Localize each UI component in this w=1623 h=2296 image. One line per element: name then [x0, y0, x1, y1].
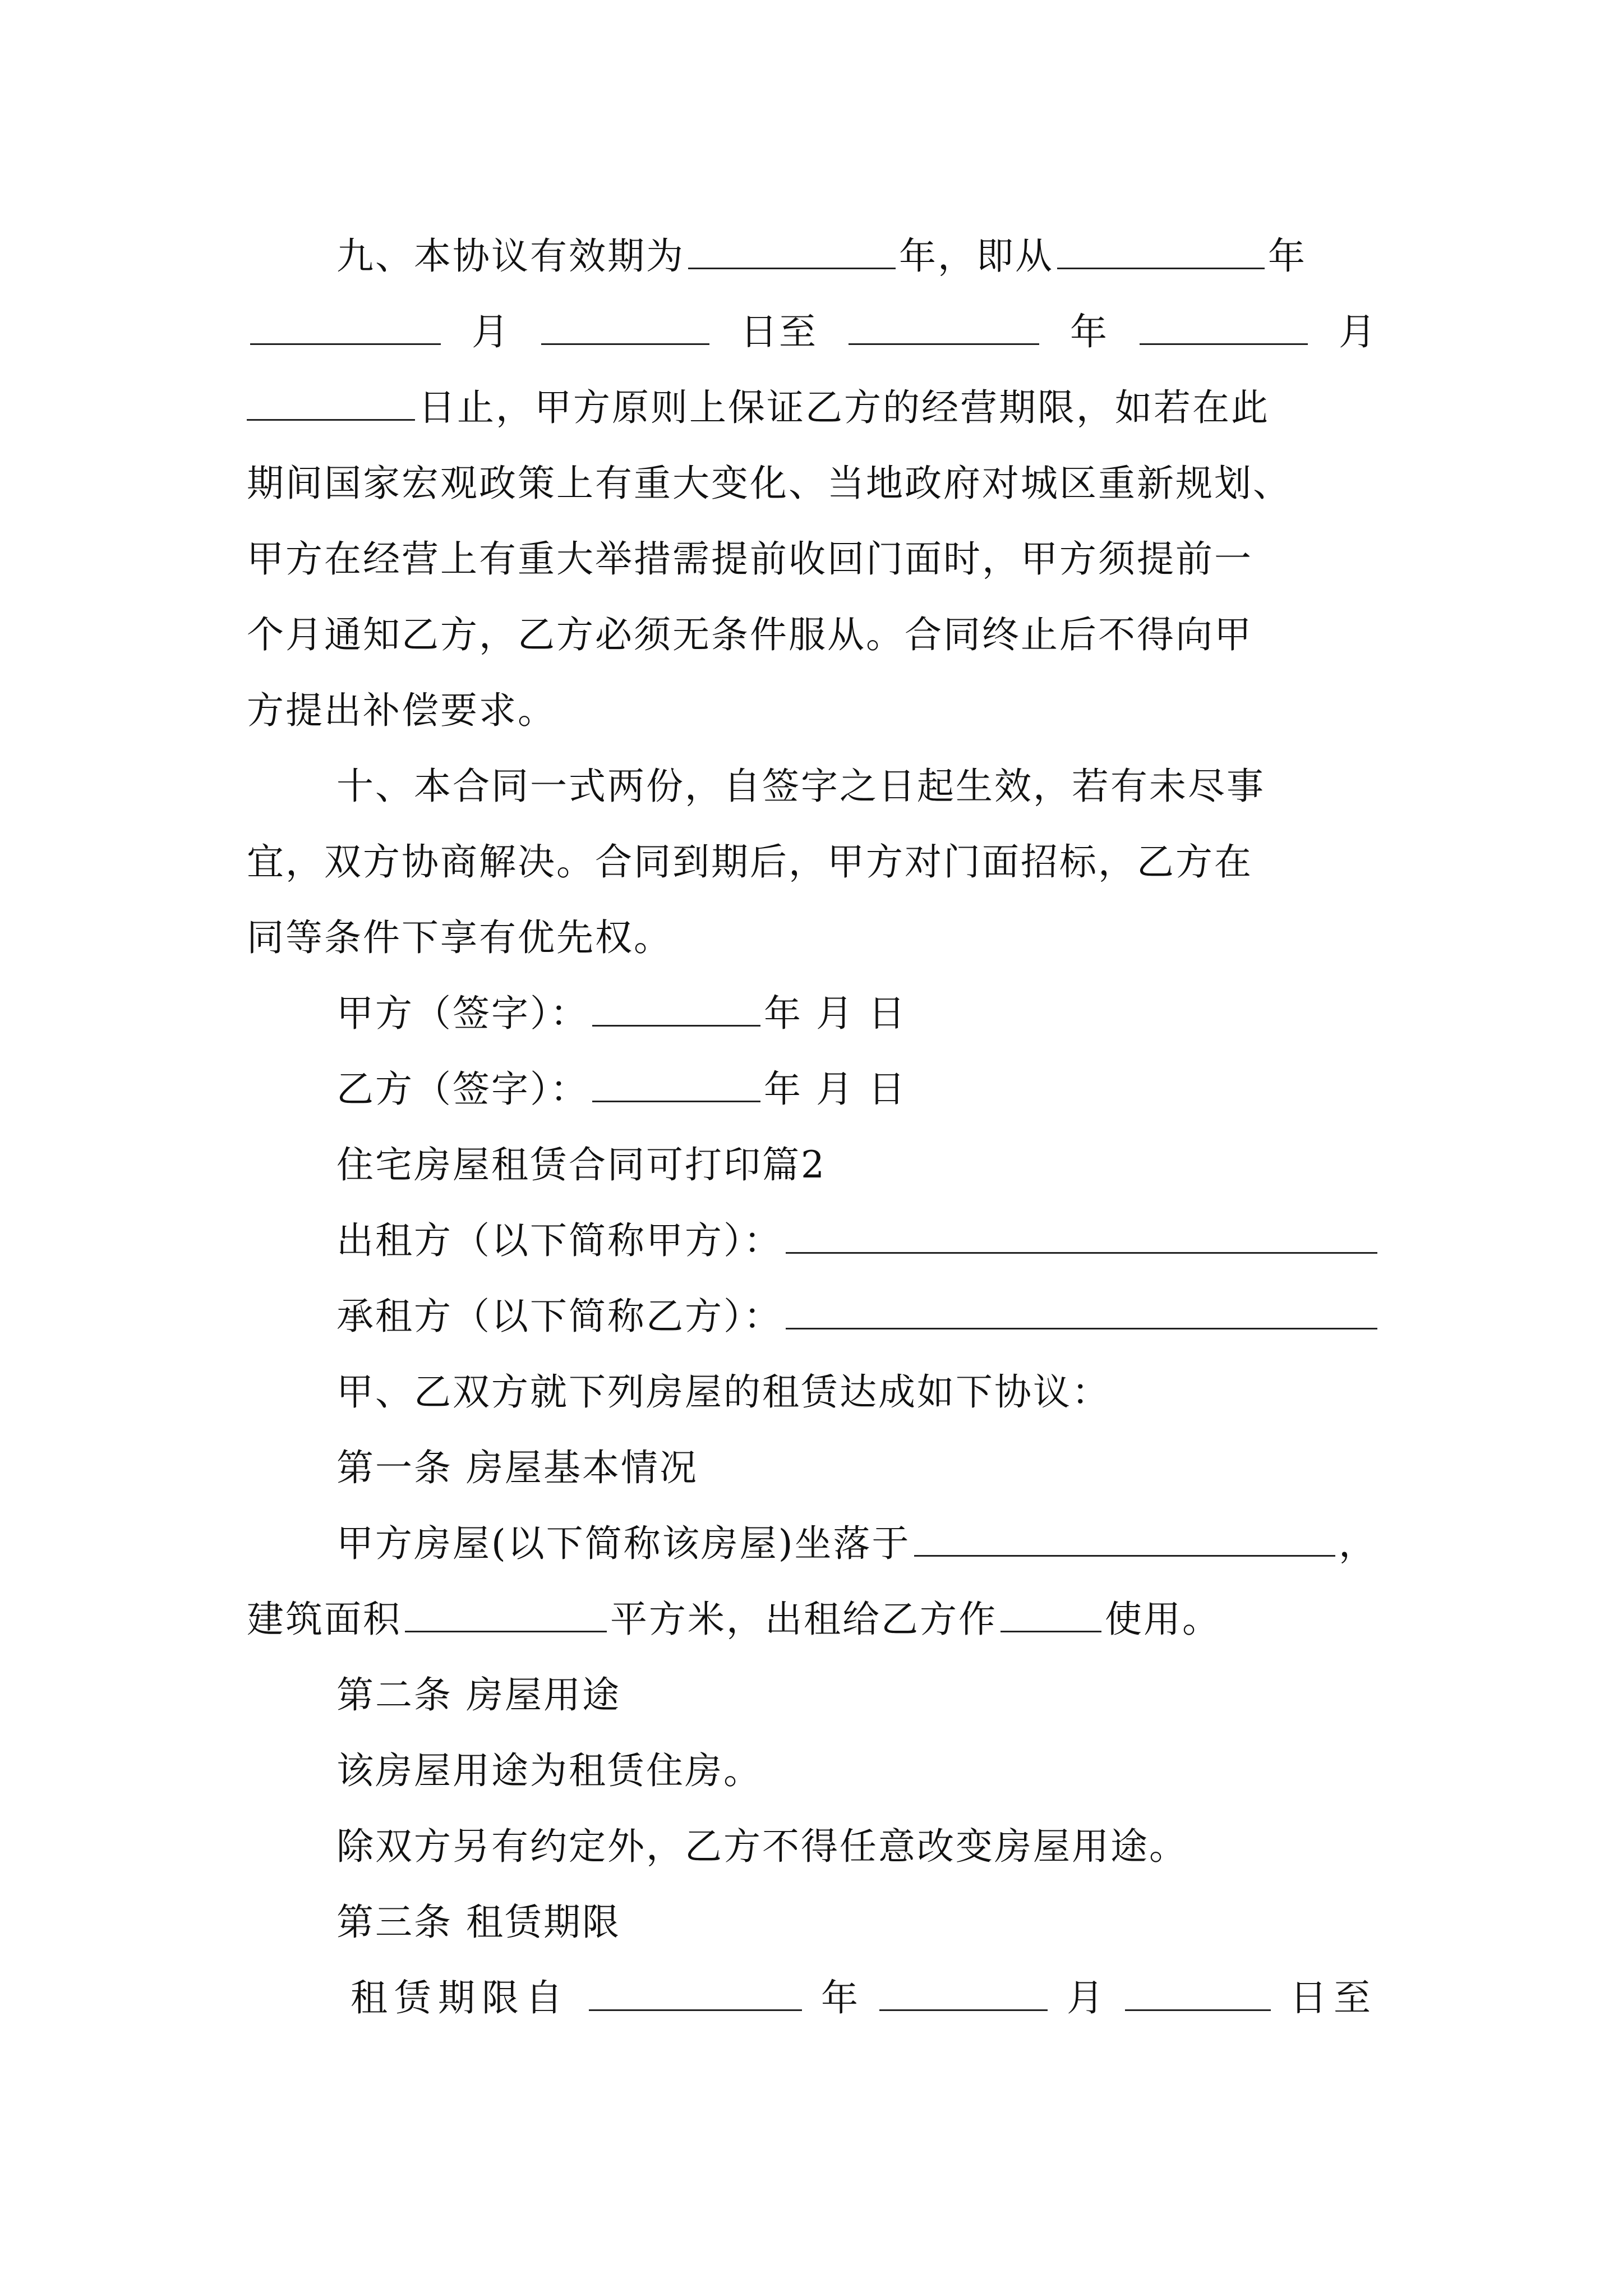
blank-field: [250, 341, 441, 345]
party-b-label: 乙方（签字）：: [336, 1068, 589, 1111]
article-title: 第二条 房屋用途: [336, 1673, 621, 1717]
party-a-signature-line: [247, 965, 1377, 1035]
usage-blank: [1000, 1628, 1101, 1632]
article2-line2: [247, 1798, 1377, 1868]
contract-title: 住宅房屋租赁合同可打印篇2: [336, 1143, 826, 1186]
clause9-line7: [247, 662, 1377, 732]
clause9-line3: [247, 359, 1377, 429]
lessor-blank: [786, 1250, 1377, 1254]
article-title: 第三条 租赁期限: [336, 1901, 621, 1944]
blank-field: [541, 341, 709, 345]
article3-line1: [351, 1949, 1377, 2017]
lessor-line: [247, 1192, 1377, 1262]
clause9-text: 九、本协议有效期为: [336, 234, 685, 278]
paragraph-text: 甲方房屋(以下简称该房屋)坐落于: [336, 1522, 911, 1565]
paragraph-text: 日止，甲方原则上保证乙方的经营期限，如若在此: [418, 386, 1270, 429]
article-title: 第一条 房屋基本情况: [336, 1446, 698, 1489]
blank-field: [1057, 265, 1265, 269]
area-blank: [405, 1628, 607, 1632]
paragraph-text: 使用。: [1105, 1598, 1221, 1641]
blank-field: [247, 417, 415, 421]
signature-blank: [592, 1098, 760, 1102]
intro-line: [247, 1343, 1377, 1414]
paragraph-text: 方提出补偿要求。: [247, 689, 556, 732]
clause9-line6: [247, 586, 1377, 654]
clause9-year2-label: 年: [1268, 234, 1307, 278]
month-label: 月: [472, 310, 510, 353]
lessee-blank: [786, 1326, 1377, 1329]
paragraph-text: 个月通知乙方，乙方必须无条件服从。合同终止后不得向甲: [247, 613, 1253, 656]
paragraph-text: 除双方另有约定外，乙方不得任意改变房屋用途。: [336, 1825, 1188, 1868]
paragraph-text: 建筑面积: [247, 1598, 402, 1641]
clause10-line2: [247, 813, 1377, 884]
article2-title-line: [247, 1646, 1377, 1717]
year-label: 年: [1070, 310, 1109, 353]
date-label: 年 月 日: [764, 992, 907, 1035]
paragraph-text: 甲、乙双方就下列房屋的租赁达成如下协议：: [336, 1370, 1110, 1414]
paragraph-text: 该房屋用途为租赁住房。: [336, 1749, 762, 1792]
paragraph-text: 平方米，出租给乙方作: [610, 1598, 997, 1641]
article3-title-line: [247, 1874, 1377, 1944]
day-to-label: 日至: [1290, 1976, 1377, 2019]
blank-field: [849, 341, 1039, 345]
clause9-line1: [247, 208, 1377, 278]
blank-field: [1125, 2007, 1271, 2011]
punctuation: ，: [1339, 1522, 1377, 1565]
article1-title-line: [247, 1419, 1377, 1487]
signature-blank: [592, 1023, 760, 1027]
party-a-label: 甲方（签字）：: [336, 992, 589, 1035]
paragraph-text: 十、本合同一式两份，自签字之日起生效，若有未尽事: [336, 765, 1265, 808]
article1-line1: [247, 1495, 1377, 1565]
paragraph-text: 期间国家宏观政策上有重大变化、当地政府对城区重新规划、: [247, 462, 1292, 505]
month-label: 月: [1067, 1976, 1105, 2019]
lessee-label: 承租方（以下简称乙方）：: [336, 1295, 782, 1338]
paragraph-text: 甲方在经营上有重大举措需提前收回门面时，甲方须提前一: [247, 537, 1253, 581]
clause9-line2: [247, 283, 1377, 351]
article1-line2: [247, 1571, 1377, 1641]
article2-line1: [247, 1722, 1377, 1792]
paragraph-text: 宜，双方协商解决。合同到期后，甲方对门面招标，乙方在: [247, 840, 1253, 884]
lessor-label: 出租方（以下简称甲方）：: [336, 1219, 782, 1262]
paragraph-text: 同等条件下享有优先权。: [247, 916, 672, 959]
month2-label: 月: [1339, 310, 1377, 353]
paragraph-text: 租赁期限自: [351, 1976, 569, 2019]
blank-field: [1140, 341, 1308, 345]
clause10-line3: [247, 889, 1377, 959]
blank-field: [688, 265, 896, 269]
day-to-label: 日至: [740, 310, 818, 353]
clause9-line5: [247, 510, 1377, 581]
party-b-signature-line: [247, 1041, 1377, 1111]
blank-field: [589, 2007, 802, 2011]
date-label: 年 月 日: [764, 1068, 907, 1111]
lessee-line: [247, 1268, 1377, 1338]
clause9-year-label: 年，即从: [899, 234, 1054, 278]
clause9-line4: [247, 435, 1377, 505]
clause10-line1: [247, 738, 1377, 808]
year-label: 年: [821, 1976, 860, 2019]
location-blank: [914, 1553, 1336, 1557]
contract2-title-line: [247, 1116, 1377, 1184]
blank-field: [879, 2007, 1048, 2011]
